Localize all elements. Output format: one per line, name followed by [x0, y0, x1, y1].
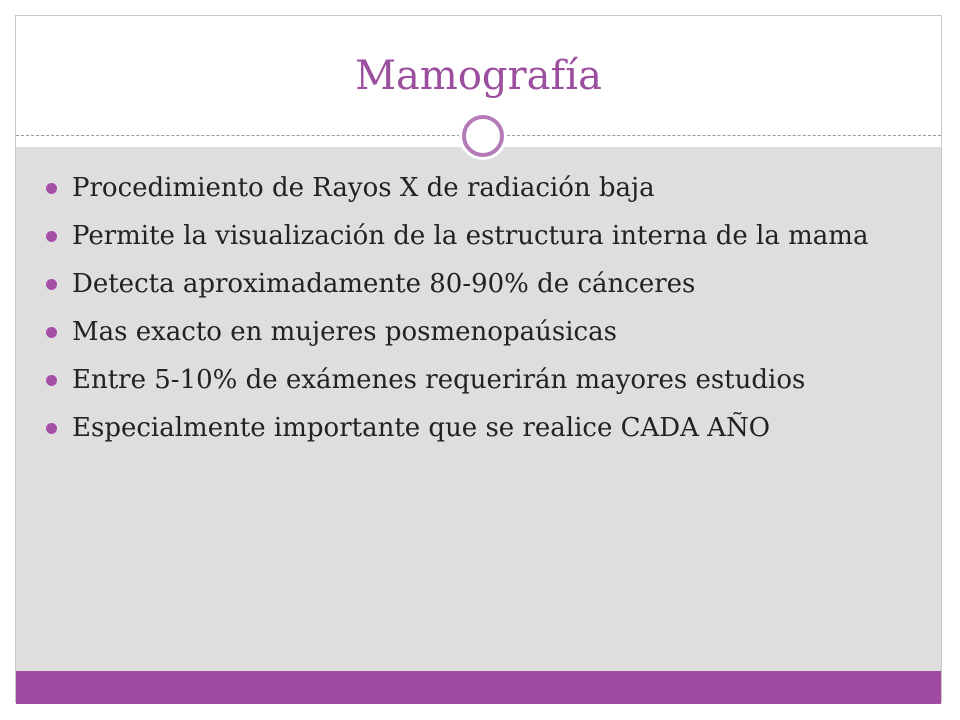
content-area — [16, 147, 941, 671]
bullet-text: Procedimiento de Rayos X de radiación baja — [72, 173, 655, 203]
bullet-dot-icon — [46, 183, 57, 194]
slide-title: Mamografía — [355, 53, 602, 99]
bullet-dot-icon — [46, 327, 57, 338]
bottom-band — [16, 671, 941, 704]
bullet-text: Detecta aproximadamente 80-90% de cánceres — [72, 269, 696, 299]
bullet-text: Entre 5-10% de exámenes requerirán mayores estudios — [72, 365, 806, 395]
bullet-dot-icon — [46, 231, 57, 242]
bullet-item — [46, 409, 926, 447]
bullet-list — [46, 169, 926, 457]
bullet-text: Especialmente importante que se realice CADA AÑO — [72, 413, 771, 443]
bullet-text: Mas exacto en mujeres posmenopaúsicas — [72, 317, 617, 347]
bullet-dot-icon — [46, 279, 57, 290]
bullet-dot-icon — [46, 375, 57, 386]
bullet-item — [46, 361, 926, 399]
bullet-item — [46, 169, 926, 207]
bullet-dot-icon — [46, 423, 57, 434]
bullet-item — [46, 313, 926, 351]
slide-frame — [15, 15, 942, 703]
circle-ring-icon — [458, 111, 508, 161]
bullet-item — [46, 217, 926, 255]
bullet-text: Permite la visualización de la estructura interna de la mama — [72, 221, 869, 251]
bullet-item — [46, 265, 926, 303]
